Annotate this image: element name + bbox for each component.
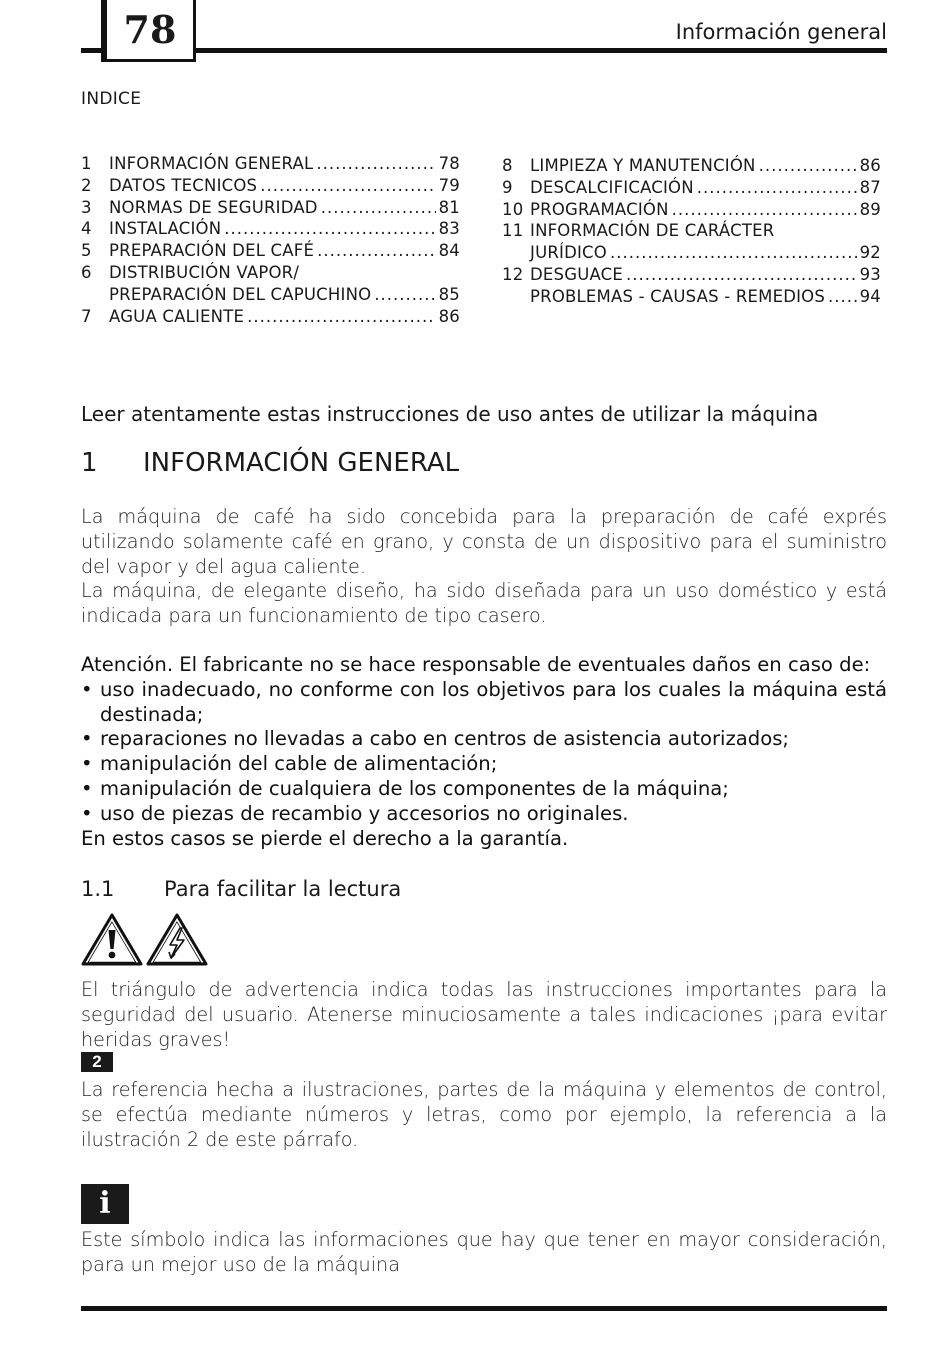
toc-entry-page: 87 xyxy=(859,177,881,197)
toc-entry-page: 92 xyxy=(859,243,881,263)
toc-entry-number xyxy=(81,284,109,306)
toc-entry-page: 94 xyxy=(859,286,881,306)
toc-entry-number: 11 xyxy=(502,221,524,241)
toc-entry-page: 83 xyxy=(438,219,460,239)
toc-entry-number: 1 xyxy=(81,154,92,173)
toc-entry xyxy=(81,218,460,240)
bullet-dot: • xyxy=(81,776,93,800)
toc-entry-number: 9 xyxy=(502,177,513,197)
paragraph: La máquina, de elegante diseño, ha sido diseñada para un uso doméstico y está indicada para un funcionamiento de tipo casero. xyxy=(81,579,887,628)
toc-leader-dots xyxy=(317,240,436,262)
bullet-text: reparaciones no llevadas a cabo en centros de asistencia autorizados; xyxy=(100,727,790,751)
toc-entry xyxy=(81,306,460,328)
section-1-1-heading xyxy=(81,877,401,901)
toc-entry xyxy=(502,177,881,199)
toc-entry xyxy=(502,220,881,242)
toc-entry-title: PROBLEMAS - CAUSAS - REMEDIOS xyxy=(530,286,826,306)
toc-entry-page: 79 xyxy=(438,175,460,195)
attention-bullet xyxy=(81,802,887,827)
toc-entry-number: 3 xyxy=(81,197,92,217)
toc-entry-title: DATOS TECNICOS xyxy=(109,175,258,195)
toc-entry-page: 86 xyxy=(438,306,460,326)
toc-entry-title: INFORMACIÓN GENERAL xyxy=(109,154,314,173)
toc-entry-title: PREPARACIÓN DEL CAPUCHINO xyxy=(109,284,372,304)
header-rule-left xyxy=(81,48,104,53)
bullet-text: manipulación de cualquiera de los componentes de la máquina; xyxy=(100,776,729,800)
toc-entry-number xyxy=(502,242,530,264)
toc-leader-dots xyxy=(697,177,857,199)
attention-bullet xyxy=(81,777,887,802)
section-1-body xyxy=(81,505,887,629)
toc-entry-number: 8 xyxy=(502,156,513,175)
section-number: 1 xyxy=(81,448,98,478)
toc-entry-page: 93 xyxy=(859,264,881,284)
toc-entry-title: JURÍDICO xyxy=(530,243,607,263)
toc-entry xyxy=(81,153,460,175)
toc-entry-number: 10 xyxy=(502,199,524,219)
bullet-dot: • xyxy=(81,752,93,776)
toc-entry xyxy=(81,175,460,197)
reference-badge: 2 xyxy=(81,1052,113,1072)
bullet-dot: • xyxy=(81,801,93,825)
toc-entry-title: DESGUACE xyxy=(530,264,624,284)
warning-explanation: El triángulo de advertencia indica todas las instrucciones importantes para la seguridad del usuario. Atenerse minuciosamente a tales indicaciones ¡para evitar heridas graves! xyxy=(81,978,887,1051)
toc-entry-page: 86 xyxy=(859,156,881,175)
toc-entry xyxy=(81,284,460,306)
footer-rule xyxy=(81,1306,887,1311)
toc-entry xyxy=(502,286,881,308)
section-1-heading xyxy=(81,448,459,478)
attention-block xyxy=(81,653,887,851)
toc-leader-dots xyxy=(316,153,435,175)
toc-entry-number: 5 xyxy=(81,241,92,261)
toc-leader-dots xyxy=(626,264,857,286)
header-rule xyxy=(196,48,887,53)
toc-leader-dots xyxy=(828,286,857,308)
attention-closing: En estos casos se pierde el derecho a la garantía. xyxy=(81,826,569,850)
toc-entry-page: 81 xyxy=(438,197,460,217)
toc-entry-number: 4 xyxy=(81,219,92,239)
page-number-box xyxy=(104,0,196,62)
attention-bullet xyxy=(81,727,887,752)
toc-entry xyxy=(81,197,460,219)
toc-entry-number: 7 xyxy=(81,306,92,326)
toc-entry xyxy=(81,240,460,262)
toc-entry-title: AGUA CALIENTE xyxy=(109,306,245,326)
toc-entry xyxy=(81,262,460,284)
bullet-dot: • xyxy=(81,727,93,751)
toc-entry-title: PROGRAMACIÓN xyxy=(530,199,669,219)
toc-entry-title: INSTALACIÓN xyxy=(109,219,222,239)
bullet-text: manipulación del cable de alimentación; xyxy=(100,752,498,776)
section-number: 1.1 xyxy=(81,877,115,901)
attention-list xyxy=(81,678,887,827)
lead-instruction: Leer atentamente estas instrucciones de uso antes de utilizar la máquina xyxy=(81,402,819,426)
toc-entry-page: 78 xyxy=(438,154,460,173)
reference-explanation: La referencia hecha a ilustraciones, partes de la máquina y elementos de control, se efectúa mediante números y letras, como por ejemplo, la referencia a la ilustración 2 de este párrafo. xyxy=(81,1078,887,1151)
toc-entry-title: DISTRIBUCIÓN VAPOR/ xyxy=(109,262,300,282)
paragraph: La máquina de café ha sido concebida para la preparación de café exprés utilizando solamente café en grano, y consta de un dispositivo para el suministro del vapor y del agua caliente. xyxy=(81,505,887,578)
toc-entry-number: 12 xyxy=(502,264,524,284)
bullet-text: uso de piezas de recambio y accesorios no originales. xyxy=(100,801,629,825)
toc-leader-dots xyxy=(224,218,435,240)
toc-entry xyxy=(502,155,881,177)
toc-entry-title: DESCALCIFICACIÓN xyxy=(530,177,694,197)
attention-bullet xyxy=(81,678,887,728)
toc-leader-dots xyxy=(247,306,435,328)
toc-entry-page: 84 xyxy=(438,241,460,261)
section-title: INFORMACIÓN GENERAL xyxy=(143,448,460,478)
hazard-icons xyxy=(81,912,211,968)
bullet-text: uso inadecuado, no conforme con los objetivos para los cuales la máquina está destinada; xyxy=(100,677,887,726)
toc-entry-page: 89 xyxy=(859,199,881,219)
attention-intro: Atención. El fabricante no se hace responsable de eventuales daños en caso de: xyxy=(81,653,871,676)
warning-exclamation-icon xyxy=(83,915,141,964)
toc-leader-dots xyxy=(260,175,435,197)
toc-leader-dots xyxy=(672,199,857,221)
toc-entry-title: PREPARACIÓN DEL CAFÉ xyxy=(109,241,315,261)
toc-left xyxy=(81,153,460,327)
toc-right xyxy=(502,155,881,308)
toc-entry xyxy=(502,199,881,221)
electric-hazard-icon xyxy=(148,915,206,964)
page-number: 78 xyxy=(123,7,177,52)
bullet-dot: • xyxy=(81,677,93,701)
toc-entry-number: 2 xyxy=(81,175,92,195)
toc-leader-dots xyxy=(610,242,857,264)
toc-entry-title: NORMAS DE SEGURIDAD xyxy=(109,197,318,217)
toc-entry-title: LIMPIEZA Y MANUTENCIÓN xyxy=(530,156,756,175)
header-title: Información general xyxy=(675,20,887,44)
section-title: Para facilitar la lectura xyxy=(164,877,402,901)
toc-leader-dots xyxy=(374,284,435,306)
attention-bullet xyxy=(81,752,887,777)
info-icon: i xyxy=(81,1184,129,1224)
info-explanation: Este símbolo indica las informaciones que hay que tener en mayor consideración, para un mejor uso de la máquina xyxy=(81,1228,887,1276)
toc-leader-dots xyxy=(321,197,436,219)
toc-entry xyxy=(502,264,881,286)
toc-entry-page: 85 xyxy=(438,284,460,304)
index-title: INDICE xyxy=(81,89,142,109)
toc-entry-number: 6 xyxy=(81,262,92,282)
toc-leader-dots xyxy=(759,155,857,177)
toc-entry xyxy=(502,242,881,264)
toc-entry-number xyxy=(502,286,530,308)
toc-entry-title: INFORMACIÓN DE CARÁCTER xyxy=(530,221,775,241)
